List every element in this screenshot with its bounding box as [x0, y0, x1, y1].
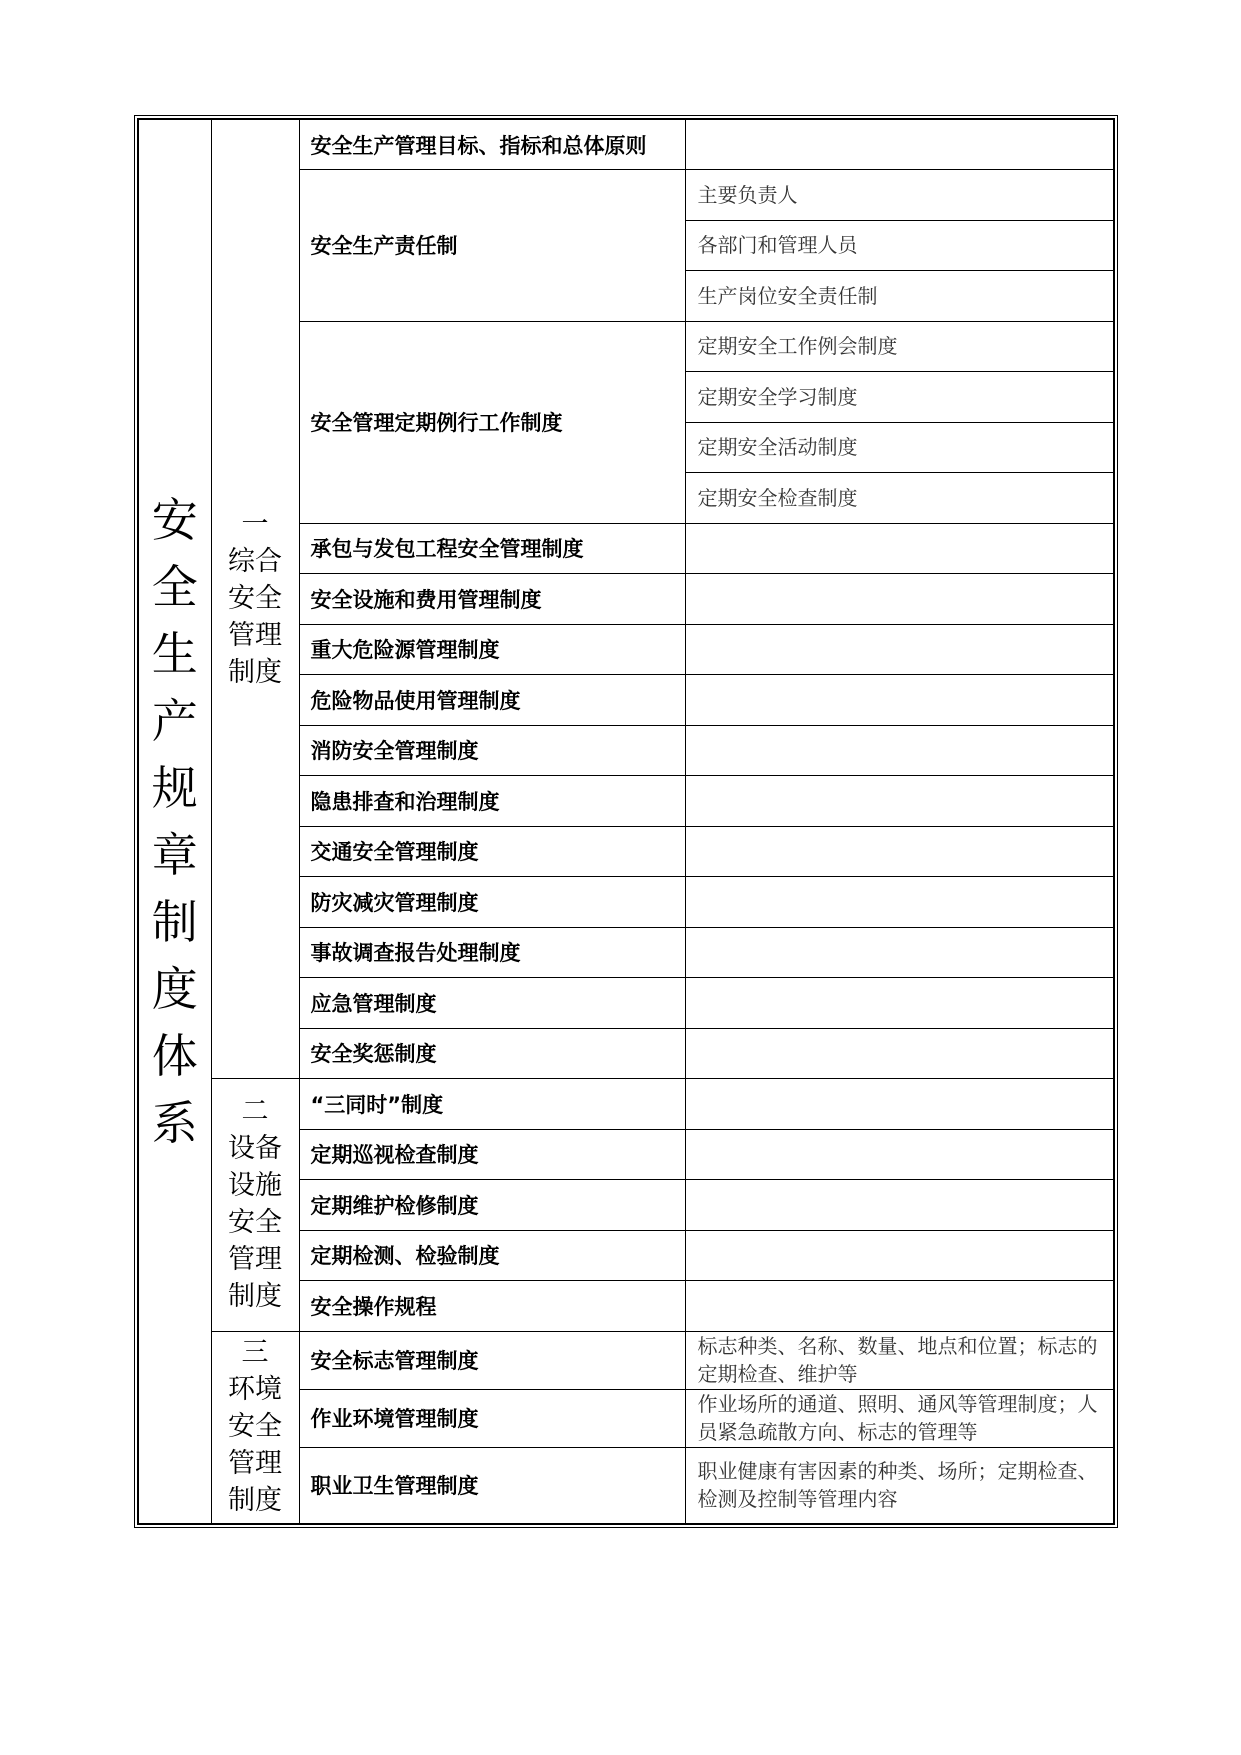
regulation-item: 安全管理定期例行工作制度	[299, 321, 685, 523]
regulation-item: 重大危险源管理制度	[299, 624, 685, 675]
regulation-detail	[685, 523, 1114, 574]
category-cell	[211, 119, 299, 1079]
regulation-item: 安全奖惩制度	[299, 1028, 685, 1079]
regulation-item: 承包与发包工程安全管理制度	[299, 523, 685, 574]
document-title-cell	[138, 119, 211, 1524]
regulation-item: 安全生产责任制	[299, 170, 685, 322]
regulation-detail	[685, 1230, 1114, 1281]
regulation-item: 职业卫生管理制度	[299, 1447, 685, 1524]
regulation-detail	[685, 877, 1114, 928]
category-name: 设备设施安全管理制度	[228, 1133, 282, 1313]
regulation-detail: 定期安全检查制度	[685, 473, 1114, 524]
regulation-item: 安全标志管理制度	[299, 1331, 685, 1389]
regulation-system-table	[137, 118, 1115, 1525]
regulation-item: 应急管理制度	[299, 978, 685, 1029]
regulation-detail	[685, 1281, 1114, 1332]
category-number: 一	[241, 509, 269, 540]
regulation-item: 定期检测、检验制度	[299, 1230, 685, 1281]
regulation-item: “三同时”制度	[299, 1079, 685, 1130]
document-title: 安全生产规章制度体系	[151, 492, 198, 1150]
regulation-item: 安全操作规程	[299, 1281, 685, 1332]
category-name: 环境安全管理制度	[228, 1374, 282, 1517]
category-cell	[211, 1079, 299, 1332]
category-cell	[211, 1331, 299, 1524]
regulation-item: 定期巡视检查制度	[299, 1129, 685, 1180]
category-number: 三	[241, 1337, 269, 1369]
regulation-detail: 定期安全工作例会制度	[685, 321, 1114, 372]
regulation-detail	[685, 776, 1114, 827]
regulation-detail	[685, 1129, 1114, 1180]
regulation-detail: 定期安全学习制度	[685, 372, 1114, 423]
table-row	[138, 1331, 1114, 1389]
category-number: 二	[241, 1096, 269, 1128]
regulation-detail: 作业场所的通道、照明、通风等管理制度；人员紧急疏散方向、标志的管理等	[685, 1389, 1114, 1447]
regulation-item: 危险物品使用管理制度	[299, 675, 685, 726]
regulation-detail: 标志种类、名称、数量、地点和位置；标志的定期检查、维护等	[685, 1331, 1114, 1389]
category-name: 综合安全管理制度	[228, 546, 282, 688]
table-row	[138, 119, 1114, 170]
regulation-item: 消防安全管理制度	[299, 725, 685, 776]
regulation-detail	[685, 1180, 1114, 1231]
regulation-detail: 主要负责人	[685, 170, 1114, 221]
regulation-item: 隐患排查和治理制度	[299, 776, 685, 827]
table-row	[138, 1079, 1114, 1130]
regulation-detail: 定期安全活动制度	[685, 422, 1114, 473]
regulation-item: 定期维护检修制度	[299, 1180, 685, 1231]
regulation-item: 事故调查报告处理制度	[299, 927, 685, 978]
regulation-detail	[685, 927, 1114, 978]
regulation-detail	[685, 725, 1114, 776]
regulation-detail	[685, 574, 1114, 625]
regulation-detail	[685, 1079, 1114, 1130]
regulation-detail	[685, 978, 1114, 1029]
regulation-detail	[685, 675, 1114, 726]
regulation-item: 安全设施和费用管理制度	[299, 574, 685, 625]
regulation-item: 交通安全管理制度	[299, 826, 685, 877]
regulation-detail: 各部门和管理人员	[685, 220, 1114, 271]
regulation-detail: 生产岗位安全责任制	[685, 271, 1114, 322]
regulation-item: 防灾减灾管理制度	[299, 877, 685, 928]
regulation-item: 安全生产管理目标、指标和总体原则	[299, 119, 685, 170]
regulation-detail	[685, 119, 1114, 170]
regulation-detail	[685, 826, 1114, 877]
regulation-detail: 职业健康有害因素的种类、场所；定期检查、检测及控制等管理内容	[685, 1447, 1114, 1524]
regulation-detail	[685, 1028, 1114, 1079]
regulation-item: 作业环境管理制度	[299, 1389, 685, 1447]
regulation-detail	[685, 624, 1114, 675]
